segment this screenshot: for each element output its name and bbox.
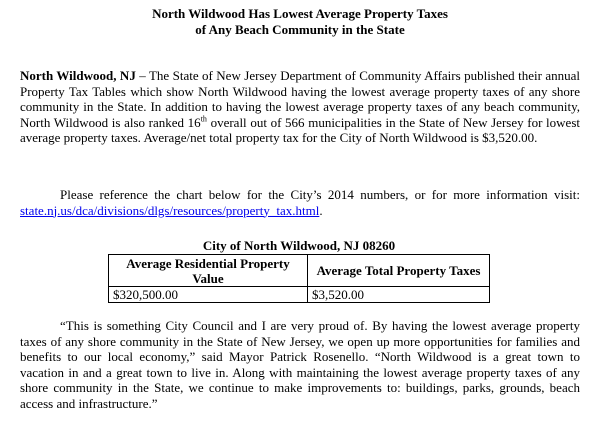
cell-residential-value: $320,500.00 — [109, 287, 308, 303]
dateline-dash: – — [135, 68, 149, 83]
rank-superscript: th — [200, 114, 207, 124]
property-tax-link[interactable]: state.nj.us/dca/divisions/dlgs/resources/property_tax.html — [20, 202, 320, 218]
intro-text-a: The State of New Jersey Department of Community Affairs published their annual Property Tax Tables which show North Wildwood having the lowest average property taxes of any shore community in the State. In addition to having the lowest average property taxes of any beach community, North Wildwood is also ranked 16 — [20, 68, 580, 130]
tax-table-section — [108, 238, 490, 303]
paragraph-intro — [20, 68, 580, 146]
cell-total-taxes: $3,520.00 — [308, 287, 490, 303]
quote-text: “This is something City Council and I are very proud of. By having the lowest average property taxes of any shore community in the State of New Jersey, we open up more opportunities for families and benefits to our local economy,” said Mayor Patrick Rosenello. “North Wildwood is a great town to vacation in and a great town to live in. Along with maintaining the lowest average property taxes of any shore community in the State, we continue to make improvements to: buildings, parks, grounds, beach access and infrastructure.” — [20, 318, 580, 411]
reference-text: Please reference the chart below for the City’s 2014 numbers, or for more information visit: — [60, 187, 580, 202]
table-row — [109, 287, 490, 303]
paragraph-reference — [20, 187, 580, 218]
table-caption: City of North Wildwood, NJ 08260 — [202, 238, 396, 253]
tax-table — [108, 254, 490, 303]
paragraph-quote — [20, 318, 580, 411]
title-line-1: North Wildwood Has Lowest Average Property Taxes — [152, 6, 448, 21]
title-line-2: of Any Beach Community in the State — [195, 22, 405, 37]
reference-trailing: . — [319, 202, 323, 218]
dateline: North Wildwood, NJ — [20, 68, 136, 83]
intro-text-b: overall out of 566 municipalities in the State of New Jersey for lowest average property taxes. Average/net total property tax for the City of North Wildwood is $3,520.00. — [20, 114, 580, 145]
header-total-taxes: Average Total Property Taxes — [308, 255, 490, 287]
table-header-row — [109, 255, 490, 287]
document-title — [0, 6, 600, 38]
header-residential-value: Average Residential Property Value — [109, 255, 308, 287]
